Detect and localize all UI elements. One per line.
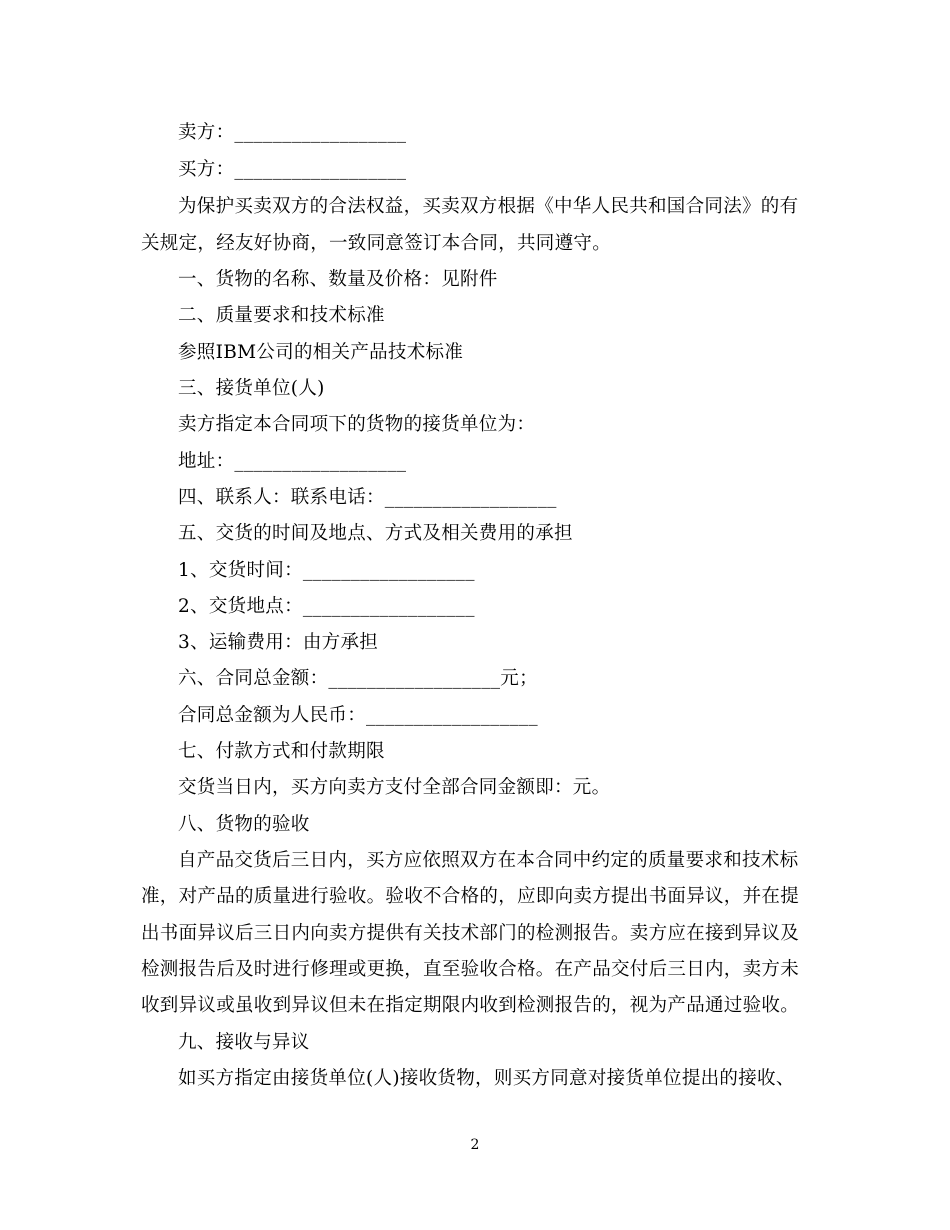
paragraph-line: 如买方指定由接货单位(人)接收货物，则买方同意对接货单位提出的接收、 xyxy=(178,1068,795,1089)
section-heading: 七、付款方式和付款期限 xyxy=(178,741,385,762)
paragraph-line: 自产品交货后三日内，买方应依照双方在本合同中约定的质量要求和技术标 xyxy=(178,850,799,871)
seller-field: 卖方：__________________ xyxy=(178,122,407,143)
paragraph-line: 出书面异议后三日内向卖方提供有关技术部门的检测报告。卖方应在接到异议及 xyxy=(141,923,800,944)
paragraph-line: 卖方指定本合同项下的货物的接货单位为： xyxy=(178,414,536,435)
total-amount-rmb-field: 合同总金额为人民币：__________________ xyxy=(178,705,538,726)
section-heading: 二、质量要求和技术标准 xyxy=(178,305,385,326)
contact-field: 四、联系人：联系电话：__________________ xyxy=(178,487,557,508)
section-heading: 三、接货单位(人) xyxy=(178,378,325,399)
paragraph-line: 交货当日内，买方向卖方支付全部合同金额即：元。 xyxy=(178,777,611,798)
delivery-time-field: 1、交货时间：__________________ xyxy=(178,560,475,581)
section-heading: 九、接收与异议 xyxy=(178,1032,310,1053)
section-heading: 一、货物的名称、数量及价格：见附件 xyxy=(178,269,498,290)
total-amount-field: 六、合同总金额：__________________元； xyxy=(178,668,538,689)
paragraph-line: 关规定，经友好协商，一致同意签订本合同，共同遵守。 xyxy=(141,233,612,254)
section-heading: 五、交货的时间及地点、方式及相关费用的承担 xyxy=(178,523,573,544)
paragraph-line: 准，对产品的质量进行验收。验收不合格的，应即向卖方提出书面异议，并在提 xyxy=(141,886,800,907)
buyer-field: 买方：__________________ xyxy=(178,159,407,180)
paragraph-line: 为保护买卖双方的合法权益，买卖双方根据《中华人民共和国合同法》的有 xyxy=(178,196,799,217)
delivery-place-field: 2、交货地点：__________________ xyxy=(178,596,475,617)
page-number: 2 xyxy=(470,1137,480,1153)
paragraph-line: 参照IBM公司的相关产品技术标准 xyxy=(178,342,464,363)
paragraph-line: 3、运输费用：由方承担 xyxy=(178,632,379,653)
address-field: 地址：__________________ xyxy=(178,451,407,472)
paragraph-line: 收到异议或虽收到异议但未在指定期限内收到检测报告的，视为产品通过验收。 xyxy=(141,995,800,1016)
paragraph-line: 检测报告后及时进行修理或更换，直至验收合格。在产品交付后三日内，卖方未 xyxy=(141,959,800,980)
section-heading: 八、货物的验收 xyxy=(178,814,310,835)
